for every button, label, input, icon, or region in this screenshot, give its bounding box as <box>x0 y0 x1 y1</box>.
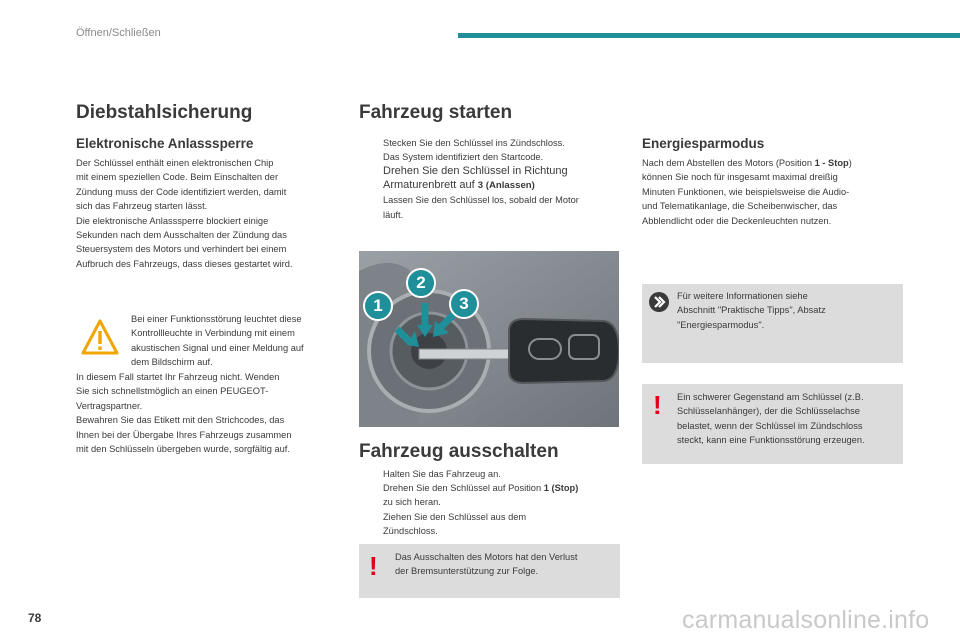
ignition-key-illustration <box>359 251 619 427</box>
info-note <box>642 284 903 363</box>
header-accent-bar <box>458 33 960 38</box>
watermark: carmanualsonline.info <box>682 606 930 634</box>
key-weight-warning-text: Ein schwerer Gegenstand am Schlüssel (z.B. Schlüsselanhänger), der die Schlüsselachse belastet, wenn der Schlüssel im Zündschloss steckt, kann eine Funktionsstörung erzeugen. <box>677 392 865 446</box>
step-2-marker: 2 <box>406 268 436 298</box>
start-steps-list <box>359 136 619 222</box>
brake-assist-note-text: Das Ausschalten des Motors hat den Verlust der Bremsunterstützung zur Folge. <box>395 552 578 577</box>
info-arrow-icon <box>649 292 669 312</box>
list-item: Drehen Sie den Schlüssel in Richtung Armaturenbrett auf 3 (Anlassen) <box>383 165 568 192</box>
exclamation-icon: ! <box>369 551 378 581</box>
title-energiesparmodus: Energiesparmodus <box>642 136 765 151</box>
warning-triangle-icon <box>80 318 120 356</box>
anlasssperre-paragraph: Der Schlüssel enthält einen elektronischen Chip mit einem speziellen Code. Beim Einschalten der Zündung muss der Code identifiziert werden, damit sich das Fahrzeug starten lässt. Die elektronische Anlasssperre blockiert einige Sekunden nach dem Ausschalten der Zündung das Steuersystem des Motors und verhindert bei einem Aufbruch des Fahrzeugs, dass dieses gestartet wird. <box>76 158 293 269</box>
title-fahrzeug-starten: Fahrzeug starten <box>359 102 513 123</box>
list-item: Halten Sie das Fahrzeug an. <box>383 469 501 479</box>
step-1-marker: 1 <box>363 291 393 321</box>
after-warning-paragraph: In diesem Fall startet Ihr Fahrzeug nicht. Wenden Sie sich schnellstmöglich an einen PEUGEOT- Vertragspartner. Bewahren Sie das Etikett mit den Strichcodes, das Ihnen bei der Übergabe Ihres Fahrzeugs zusammen mit den Schlüsseln übergeben wurde, sorgfältig auf. <box>76 372 292 455</box>
list-item: Ziehen Sie den Schlüssel aus dem Zündschloss. <box>383 511 527 536</box>
info-note-text: Für weitere Informationen siehe Abschnitt "Praktische Tipps", Absatz "Energiesparmodus". <box>677 291 826 330</box>
list-item: Drehen Sie den Schlüssel auf Position 1 (Stop) zu sich heran. <box>383 483 579 508</box>
brake-assist-note <box>359 544 620 598</box>
subtitle-anlasssperre: Elektronische Anlasssperre <box>76 136 254 151</box>
title-diebstahlsicherung: Diebstahlsicherung <box>76 102 253 123</box>
warning-text: Bei einer Funktionsstörung leuchtet diese Kontrollleuchte in Verbindung mit einem akustischen Signal und einer Meldung auf dem Bildschirm auf. <box>131 314 304 368</box>
step-3-marker: 3 <box>449 289 479 319</box>
page-number: 78 <box>28 611 42 625</box>
stop-steps-list <box>359 467 619 538</box>
exclamation-icon: ! <box>653 390 662 420</box>
key-weight-warning <box>642 384 903 464</box>
title-fahrzeug-ausschalten: Fahrzeug ausschalten <box>359 441 559 462</box>
energiesparmodus-paragraph: Nach dem Abstellen des Motors (Position 1 - Stop) können Sie noch für insgesamt maximal dreißig Minuten Funktionen, wie beispielsweise die Audio- und Telematikanlage, die Scheibenwischer, das Abblendlicht oder die Deckenleuchten nutzen. <box>642 158 852 226</box>
section-header: Öffnen/Schließen <box>76 27 161 39</box>
list-item: Stecken Sie den Schlüssel ins Zündschloss. Das System identifiziert den Startcode. <box>383 138 565 163</box>
list-item: Lassen Sie den Schlüssel los, sobald der Motor läuft. <box>383 195 579 220</box>
